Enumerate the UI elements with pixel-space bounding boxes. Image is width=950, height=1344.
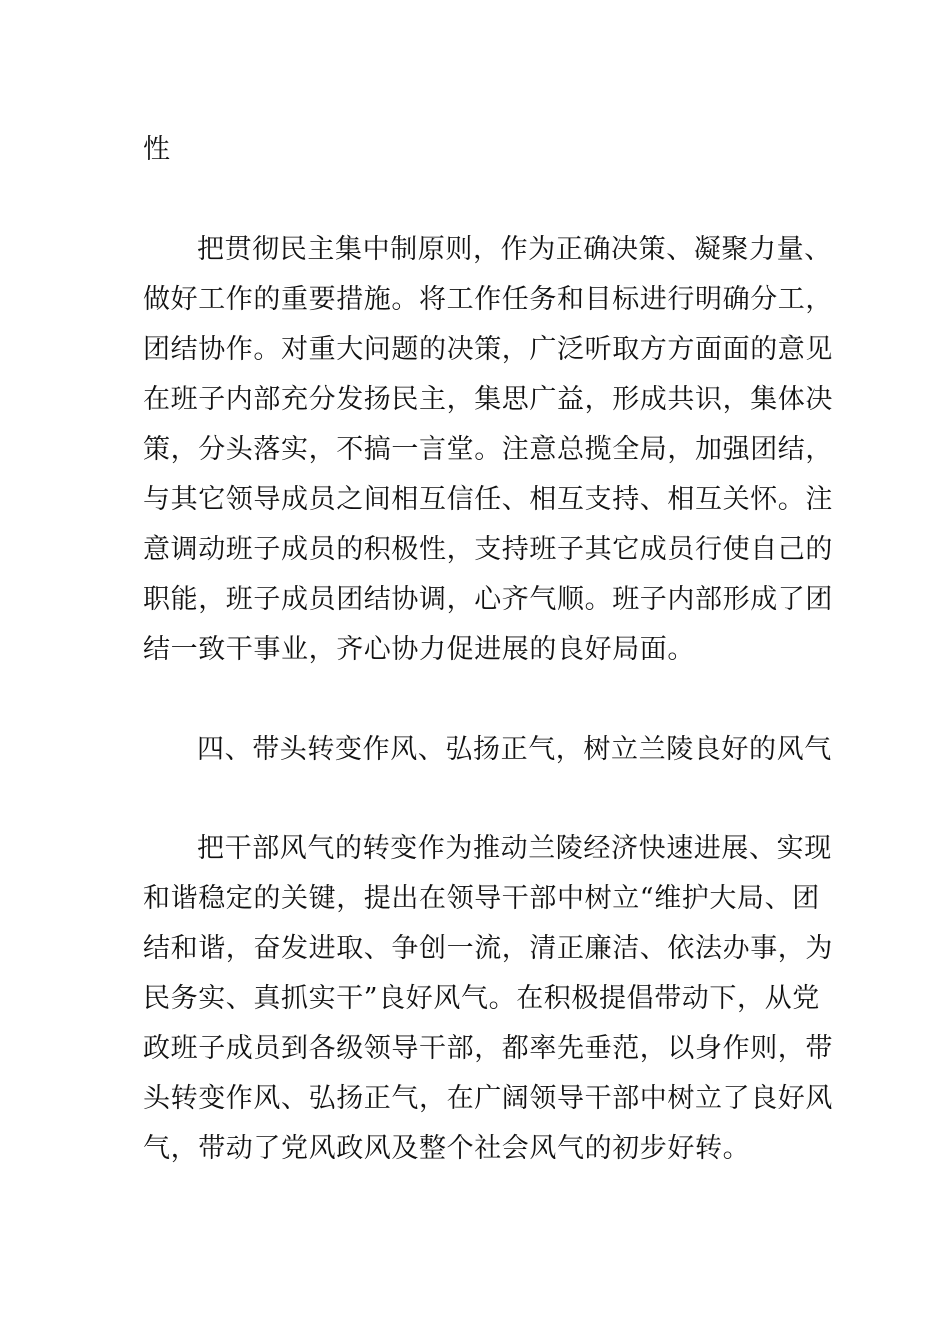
paragraph-2-line: 政班子成员到各级领导干部，都率先垂范，以身作则，带 (143, 1033, 833, 1064)
paragraph-1-line: 在班子内部充分发扬民主，集思广益，形成共识，集体决 (143, 384, 833, 415)
paragraph-2-line: 气，带动了党风政风及整个社会风气的初步好转。 (143, 1133, 751, 1164)
paragraph-2-line: 民务实、真抓实干”良好风气。在积极提倡带动下，从党 (143, 983, 820, 1014)
fragment-text: 性 (143, 134, 171, 165)
paragraph-1-line: 意调动班子成员的积极性，支持班子其它成员行使自己的 (143, 534, 833, 565)
paragraph-2-line: 结和谐，奋发进取、争创一流，清正廉洁、依法办事，为 (143, 933, 833, 964)
paragraph-2-line: 和谐稳定的关键，提出在领导干部中树立“维护大局、团 (143, 883, 820, 914)
paragraph-1-line: 策，分头落实，不搞一言堂。注意总揽全局，加强团结， (143, 434, 833, 465)
paragraph-1-line: 职能，班子成员团结协调，心齐气顺。班子内部形成了团 (143, 584, 833, 615)
paragraph-2-line: 把干部风气的转变作为推动兰陵经济快速进展、实现 (197, 833, 832, 864)
paragraph-1-line: 与其它领导成员之间相互信任、相互支持、相互关怀。注 (143, 484, 833, 515)
paragraph-1-line: 把贯彻民主集中制原则，作为正确决策、凝聚力量、 (197, 234, 832, 265)
paragraph-1-line: 结一致干事业，齐心协力促进展的良好局面。 (143, 634, 695, 665)
paragraph-2-line: 头转变作风、弘扬正气，在广阔领导干部中树立了良好风 (143, 1083, 833, 1114)
paragraph-1-line: 团结协作。对重大问题的决策，广泛听取方方面面的意见 (143, 334, 833, 365)
section-heading: 四、带头转变作风、弘扬正气，树立兰陵良好的风气 (197, 734, 832, 765)
paragraph-1-line: 做好工作的重要措施。将工作任务和目标进行明确分工， (143, 284, 833, 315)
